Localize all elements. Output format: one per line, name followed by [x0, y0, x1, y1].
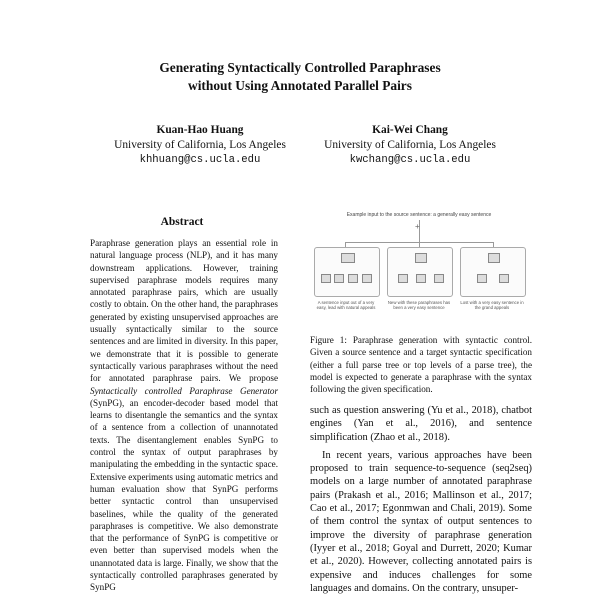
- figure-caption: Figure 1: Paraphrase generation with syntactic control. Given a source sentence and a target syntactic specification (either a full parse tree or top levels of a parse tree), the model is expected to generate a paraphrase with the syntax following the given specification.: [310, 335, 532, 395]
- figure-1: [312, 212, 526, 330]
- author-1-affiliation: University of California, Los Angeles: [114, 139, 286, 151]
- parse-tree-node: [477, 274, 487, 283]
- author-2: [300, 123, 520, 168]
- parse-tree-node: [488, 253, 500, 263]
- parse-tree-node: [348, 274, 358, 283]
- parse-tree-node: [434, 274, 444, 283]
- figure-output-3: Lost with a very easy sentence in the grand appeals: [460, 300, 524, 311]
- abstract-text: [90, 237, 278, 594]
- parse-tree-node: [341, 253, 355, 263]
- parse-tree-node: [416, 274, 426, 283]
- parse-tree-node: [398, 274, 408, 283]
- parse-tree-node: [321, 274, 331, 283]
- figure-output-1: A sentence input out of a very easy, lead with natural appeals: [316, 300, 376, 311]
- parse-tree-node: [415, 253, 427, 263]
- parse-tree-node: [362, 274, 372, 283]
- parse-tree-node: [499, 274, 509, 283]
- abstract-part-1: Paraphrase generation plays an essential role in natural language process (NLP), and it has many downstream applications. However, training supervised paraphrase models requires many annotated paraphrase pairs, which are usually costly to obtain. On the other hand, the paraphrases generated by existing unsupervised approaches are usually syntactically similar to the source sentences and are limited in diversity. In this paper, we demonstrate that it is possible to generate syntactically various paraphrases without the need for annotated paraphrase pairs. We propose: [90, 238, 278, 384]
- abstract-model-name: Syntactically controlled Paraphrase Generator: [90, 385, 278, 396]
- author-1: [90, 123, 310, 168]
- body-text: [310, 404, 532, 595]
- figure-parse-tree-1: [314, 247, 380, 297]
- paper-title: [0, 59, 600, 95]
- author-1-email: khhuang@cs.ucla.edu: [139, 154, 261, 166]
- abstract-part-2: (SynPG), an encoder-decoder based model that learns to disentangle the semantics and the syntax of a sentence from a collection of unannotated texts. The disentanglement enables SynPG to control the syntax of output paraphrases by manipulating the embedding in the syntactic space. Extensive experiments using automatic metrics and human evaluation show that SynPG performs better syntactic control than unsupervised baselines, while the quality of the generated paraphrases is competitive. We also demonstrate that the performance of SynPG is competitive or even better than supervised models when the unannotated data is large. Finally, we show that the syntactically controlled paraphrases generated by SynPG: [90, 397, 278, 593]
- parse-tree-node: [334, 274, 344, 283]
- paper-title-line-2: without Using Annotated Parallel Pairs: [188, 78, 412, 93]
- figure-parse-tree-3: [460, 247, 526, 297]
- figure-source-sentence: Example input to the source sentence: a generally easy sentence: [346, 212, 492, 218]
- paper-title-line-1: Generating Syntactically Controlled Paraphrases: [159, 60, 441, 75]
- author-2-name: Kai-Wei Chang: [372, 124, 448, 136]
- author-2-email: kwchang@cs.ucla.edu: [349, 154, 471, 166]
- author-2-affiliation: University of California, Los Angeles: [324, 139, 496, 151]
- figure-output-2: New with these paraphrases has been a very easy sentence: [387, 300, 451, 311]
- author-1-name: Kuan-Hao Huang: [156, 124, 244, 136]
- figure-parse-tree-2: [387, 247, 453, 297]
- body-paragraph-2: In recent years, various approaches have been proposed to train sequence-to-sequence (seq2seq) models on a large number of annotated paraphrase pairs (Prakash et al., 2016; Mallinson et al., 2017; Cao et al., 2017; Egonmwan and Chali, 2019). Some of them control the syntax of output sentences to improve the diversity of paraphrase generation (Iyyer et al., 2018; Goyal and Durrett, 2020; Kumar et al., 2020). However, collecting annotated pairs is expensive and induces challenges for some languages and domains. On the contrary, unsuper-: [310, 449, 532, 594]
- abstract-heading: Abstract: [160, 216, 204, 228]
- figure-plus-icon: +: [415, 222, 420, 231]
- body-paragraph-1: such as question answering (Yu et al., 2018), chatbot engines (Yan et al., 2016), and sentence simplification (Zhao et al., 2018).: [310, 405, 532, 443]
